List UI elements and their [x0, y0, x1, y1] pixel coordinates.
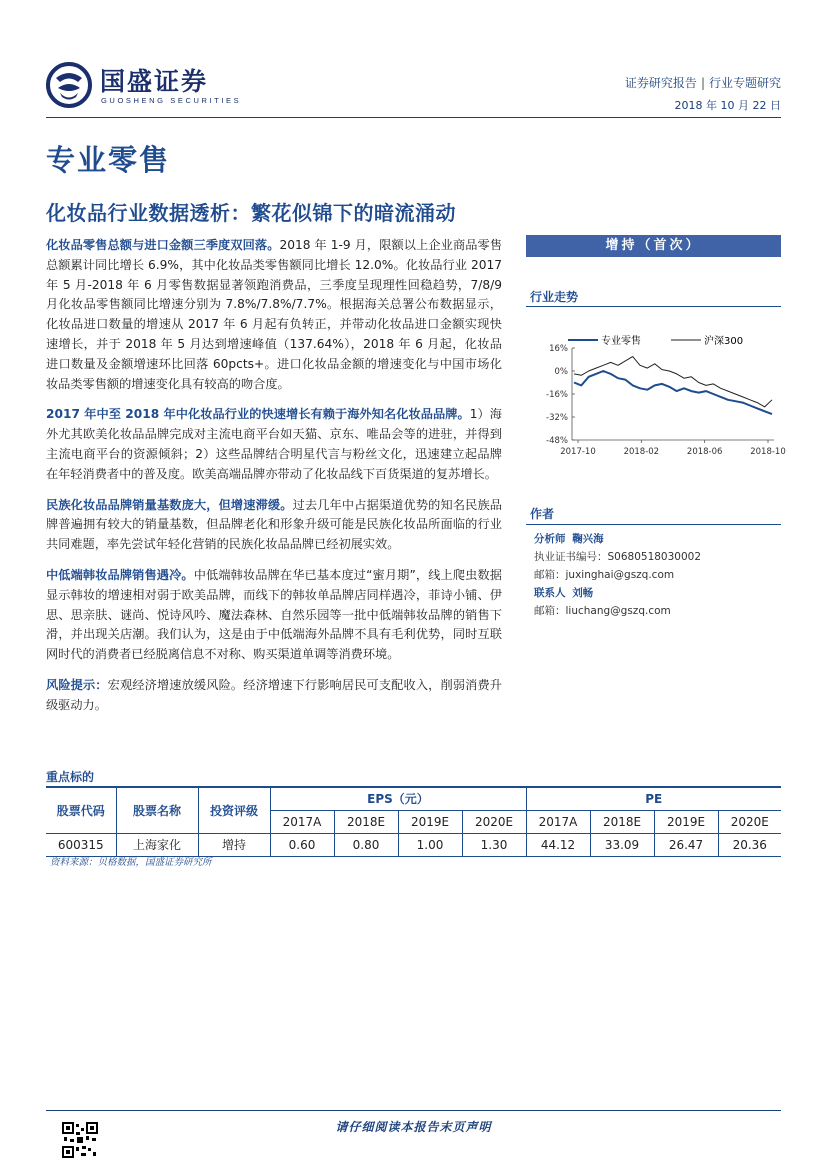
pe-value: 20.36 — [718, 833, 781, 856]
paragraph — [46, 566, 502, 665]
paragraph-lead: 2017 年中至 2018 年中化妆品行业的快速增长有赖于海外知名化妆品品牌。 — [46, 407, 470, 422]
trend-divider — [526, 306, 781, 307]
y-tick-label: -32% — [546, 413, 568, 423]
pe-year: 2019E — [654, 810, 718, 833]
y-tick-label: 16% — [549, 344, 568, 354]
cert-label: 执业证书编号： — [534, 551, 608, 563]
eps-year: 2019E — [398, 810, 462, 833]
paragraph — [46, 236, 502, 394]
contact-name: 刘畅 — [572, 587, 594, 599]
pe-year: 2020E — [718, 810, 781, 833]
chart-legend — [568, 334, 743, 347]
footer-disclaimer: 请仔细阅读本报告末页声明 — [335, 1120, 492, 1134]
analyst-label: 分析师 — [534, 533, 566, 545]
table-title: 重点标的 — [46, 770, 95, 784]
key-stocks-table — [46, 786, 781, 857]
pe-value: 44.12 — [526, 833, 590, 856]
x-tick-label: 2018-10 — [750, 447, 786, 457]
eps-value: 0.60 — [270, 833, 334, 856]
footer-divider — [46, 1110, 781, 1111]
col-header-rating: 投资评级 — [198, 787, 270, 833]
col-header-pe: PE — [526, 787, 781, 810]
y-tick-label: -16% — [546, 390, 568, 400]
industry-trend-chart — [526, 330, 786, 460]
table-source: 资料来源：贝格数据，国盛证券研究所 — [50, 857, 212, 868]
paragraph — [46, 405, 502, 484]
stock-rating: 增持 — [198, 833, 270, 856]
eps-value: 1.30 — [462, 833, 526, 856]
table-header-row — [46, 787, 781, 810]
contact-label: 联系人 — [534, 587, 566, 599]
col-header-code: 股票代码 — [46, 787, 116, 833]
email-label: 邮箱： — [534, 605, 566, 617]
report-category — [625, 74, 781, 91]
x-tick-label: 2018-02 — [623, 447, 660, 457]
pe-value: 33.09 — [590, 833, 654, 856]
email-label: 邮箱： — [534, 569, 566, 581]
analyst-row — [534, 530, 701, 548]
chart-axes — [546, 344, 786, 457]
series-line-csi300 — [574, 357, 772, 407]
paragraph — [46, 496, 502, 555]
paragraph-lead: 化妆品零售总额与进口金额三季度双回落。 — [46, 238, 280, 252]
pe-year: 2018E — [590, 810, 654, 833]
brand-name: 国盛证券 — [100, 67, 209, 96]
y-tick-label: -48% — [546, 436, 568, 446]
contact-email[interactable]: liuchang@gszq.com — [565, 605, 671, 617]
summary-body — [46, 236, 502, 727]
eps-year: 2020E — [462, 810, 526, 833]
rating-badge: 增持（首次） — [526, 235, 781, 257]
analyst-email[interactable]: juxinghai@gszq.com — [565, 569, 675, 581]
analyst-email-row — [534, 566, 701, 584]
report-title: 化妆品行业数据透析：繁花似锦下的暗流涌动 — [46, 201, 456, 225]
trend-title: 行业走势 — [530, 290, 579, 304]
brand-name-en: GUOSHENG SECURITIES — [101, 96, 242, 105]
cert-row — [534, 548, 701, 566]
x-tick-label: 2018-06 — [686, 447, 723, 457]
legend-label-retail: 专业零售 — [601, 336, 641, 347]
paragraph-text: 过去几年中占据渠道优势的知名民族品牌普遍拥有较大的销量基数，但品牌老化和形象升级可能是民族化妆品所面临的行业共同难题，率先尝试年轻化营销的民族化妆品品牌已经初展实效。 — [46, 497, 502, 552]
paragraph-lead: 民族化妆品品牌销量基数庞大，但增速滞缓。 — [46, 497, 293, 512]
report-date: 2018 年 10 月 22 日 — [674, 99, 781, 112]
col-header-name: 股票名称 — [116, 787, 198, 833]
author-block — [534, 530, 701, 620]
contact-email-row — [534, 602, 701, 620]
stock-name: 上海家化 — [116, 833, 198, 856]
pe-year: 2017A — [526, 810, 590, 833]
author-divider — [526, 524, 781, 525]
legend-label-csi300: 沪深300 — [704, 336, 744, 347]
eps-value: 1.00 — [398, 833, 462, 856]
paragraph — [46, 676, 502, 716]
section-title: 专业零售 — [46, 143, 171, 177]
paragraph-lead: 中低端韩妆品牌销售遇冷。 — [46, 567, 194, 582]
author-title: 作者 — [530, 507, 555, 521]
eps-year: 2018E — [334, 810, 398, 833]
table-row — [46, 833, 781, 856]
cert-number: S0680518030002 — [607, 551, 702, 563]
paragraph-text: 2018 年 1-9 月，限额以上企业商品零售总额累计同比增长 6.9%，其中化妆品类零售额同比增长 12.0%。化妆品行业 2017 年 5 月-2018 年 6 月零售数据显著领跑消费品，三季度呈现理性回稳趋势，7/8/9 月化妆品零售额同比增速分别为 7.8%/7.8%/7.7%。根据海关总署公布数据显示，化妆品进口数量的增速从 2017 年 6 月起有负转正，并带动化妆品进口金额实现快速增长，并于 2018 年 5 月达到增速峰值（137.64%），2018 年 6 月起，化妆品进口数量及金额增速环比回落 60pcts+。进口化妆品金额的增速变化与中国市场化妆品类零售额的增速变化具有较高的吻合度。 — [46, 238, 503, 391]
stock-code: 600315 — [46, 833, 116, 856]
analyst-name: 鞠兴海 — [572, 533, 604, 545]
brand-logo-icon — [46, 62, 92, 108]
report-subtype: 行业专题研究 — [708, 76, 781, 90]
paragraph-text: 中低端韩妆品牌在华已基本度过“蜜月期”，线上爬虫数据显示韩妆的增速相对弱于欧美品牌，而线下的韩妆单品牌店同样遇冷，菲诗小铺、伊思、思亲肤、谜尚、悦诗风吟、魔法森林、自然乐园等一批中低端韩妆品牌的销售下滑，并出现关店潮。我们认为，这是由于中低端海外品牌不具有毛利优势，同时互联网时代的消费者已经脱离信息不对称、购买渠道单调等消费环境。 — [46, 567, 502, 662]
paragraph-text: 1）海外尤其欧美化妆品品牌完成对主流电商平台如天猫、京东、唯品会等的进驻，并得到主流电商平台的资源倾斜；2）这些品牌结合明星代言与粉丝文化，迅速建立起品牌在年轻消费者中的普及度。欧美高端品牌亦带动了化妆品线下百货渠道的复苏增长。 — [46, 407, 502, 481]
paragraph-lead: 风险提示： — [46, 677, 108, 692]
pe-value: 26.47 — [654, 833, 718, 856]
eps-value: 0.80 — [334, 833, 398, 856]
chart-series — [574, 357, 772, 415]
col-header-eps: EPS（元） — [270, 787, 526, 810]
x-tick-label: 2017-10 — [560, 447, 596, 457]
y-tick-label: 0% — [554, 367, 568, 377]
header-separator: | — [700, 76, 705, 90]
contact-row — [534, 584, 701, 602]
paragraph-text: 宏观经济增速放缓风险。经济增速下行影响居民可支配收入，削弱消费升级驱动力。 — [46, 677, 502, 712]
report-type: 证券研究报告 — [624, 76, 697, 90]
eps-year: 2017A — [270, 810, 334, 833]
series-line-retail — [574, 371, 772, 414]
header-divider — [46, 117, 781, 118]
